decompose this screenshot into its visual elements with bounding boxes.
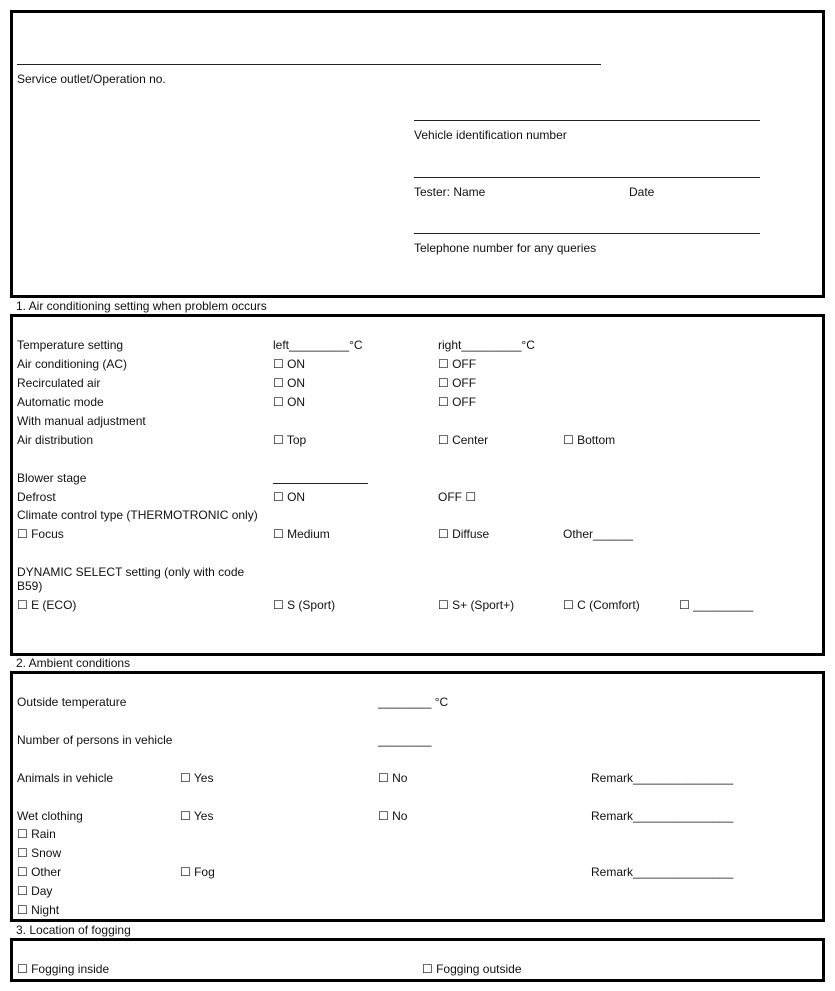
animals-label: Animals in vehicle: [17, 771, 114, 785]
vin-line[interactable]: [414, 120, 760, 121]
blower-stage-line[interactable]: [273, 483, 368, 484]
animals-remark-field[interactable]: Remark_______________: [591, 771, 734, 785]
telephone-line[interactable]: [414, 233, 760, 234]
fogging-outside-checkbox[interactable]: ☐ Fogging outside: [422, 962, 522, 976]
section1-title: 1. Air conditioning setting when problem occurs: [16, 299, 267, 313]
recirc-label: Recirculated air: [17, 376, 101, 390]
climate-medium-checkbox[interactable]: ☐ Medium: [273, 527, 330, 541]
service-outlet-label: Service outlet/Operation no.: [17, 72, 166, 86]
climate-control-label: Climate control type (THERMOTRONIC only): [17, 508, 258, 522]
persons-field[interactable]: ________: [378, 733, 432, 747]
wet-clothing-label: Wet clothing: [17, 809, 83, 823]
animals-yes-checkbox[interactable]: ☐ Yes: [180, 771, 214, 785]
tester-name-label: Tester: Name: [414, 185, 486, 199]
day-checkbox[interactable]: ☐ Day: [17, 884, 53, 898]
date-label: Date: [629, 185, 655, 199]
manual-adjustment-label: With manual adjustment: [17, 414, 146, 428]
other-checkbox[interactable]: ☐ Other: [17, 865, 62, 879]
air-dist-top-checkbox[interactable]: ☐ Top: [273, 433, 307, 447]
vin-label: Vehicle identification number: [414, 128, 567, 142]
climate-diffuse-checkbox[interactable]: ☐ Diffuse: [438, 527, 490, 541]
climate-focus-checkbox[interactable]: ☐ Focus: [17, 527, 64, 541]
animals-no-checkbox[interactable]: ☐ No: [378, 771, 408, 785]
ac-on-checkbox[interactable]: ☐ ON: [273, 357, 306, 371]
dynamic-select-label-line2: B59): [17, 579, 43, 593]
dynamic-select-label-line1: DYNAMIC SELECT setting (only with code: [17, 565, 245, 579]
ac-label: Air conditioning (AC): [17, 357, 128, 371]
section3-title: 3. Location of fogging: [16, 923, 131, 937]
persons-label: Number of persons in vehicle: [17, 733, 173, 747]
defrost-on-checkbox[interactable]: ☐ ON: [273, 490, 306, 504]
air-distribution-label: Air distribution: [17, 433, 94, 447]
temp-right-field[interactable]: right_________°C: [438, 338, 535, 352]
outside-temp-field[interactable]: ________ °C: [378, 695, 449, 709]
climate-other-field[interactable]: Other______: [563, 527, 634, 541]
auto-on-checkbox[interactable]: ☐ ON: [273, 395, 306, 409]
tester-line[interactable]: [414, 177, 760, 178]
section2-title: 2. Ambient conditions: [16, 656, 131, 670]
section3-box: [10, 938, 825, 982]
snow-checkbox[interactable]: ☐ Snow: [17, 846, 62, 860]
wet-remark-field[interactable]: Remark_______________: [591, 809, 734, 823]
night-checkbox[interactable]: ☐ Night: [17, 903, 60, 917]
recirc-on-checkbox[interactable]: ☐ ON: [273, 376, 306, 390]
wet-yes-checkbox[interactable]: ☐ Yes: [180, 809, 214, 823]
service-outlet-line[interactable]: [17, 64, 601, 65]
ac-off-checkbox[interactable]: ☐ OFF: [438, 357, 477, 371]
dyn-sport-plus-checkbox[interactable]: ☐ S+ (Sport+): [438, 598, 515, 612]
temperature-setting-label: Temperature setting: [17, 338, 124, 352]
blower-stage-label: Blower stage: [17, 471, 87, 485]
other-remark-field[interactable]: Remark_______________: [591, 865, 734, 879]
auto-mode-label: Automatic mode: [17, 395, 104, 409]
dyn-comfort-checkbox[interactable]: ☐ C (Comfort): [563, 598, 640, 612]
dyn-eco-checkbox[interactable]: ☐ E (ECO): [17, 598, 77, 612]
dyn-sport-checkbox[interactable]: ☐ S (Sport): [273, 598, 336, 612]
rain-checkbox[interactable]: ☐ Rain: [17, 827, 56, 841]
fog-checkbox[interactable]: ☐ Fog: [180, 865, 215, 879]
outside-temp-label: Outside temperature: [17, 695, 127, 709]
recirc-off-checkbox[interactable]: ☐ OFF: [438, 376, 477, 390]
air-dist-center-checkbox[interactable]: ☐ Center: [438, 433, 489, 447]
auto-off-checkbox[interactable]: ☐ OFF: [438, 395, 477, 409]
telephone-label: Telephone number for any queries: [414, 241, 597, 255]
dyn-other-checkbox[interactable]: ☐ _________: [679, 598, 754, 612]
wet-no-checkbox[interactable]: ☐ No: [378, 809, 408, 823]
fogging-inside-checkbox[interactable]: ☐ Fogging inside: [17, 962, 110, 976]
temp-left-field[interactable]: left_________°C: [273, 338, 363, 352]
defrost-label: Defrost: [17, 490, 56, 504]
defrost-off-checkbox[interactable]: OFF ☐: [438, 490, 477, 504]
air-dist-bottom-checkbox[interactable]: ☐ Bottom: [563, 433, 616, 447]
